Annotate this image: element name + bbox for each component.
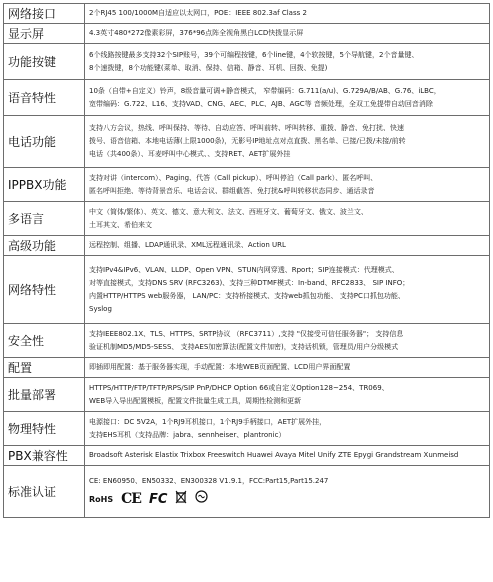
spec-label: 配置 [4, 358, 85, 378]
spec-row [4, 378, 490, 412]
spec-label: 物理特性 [4, 412, 85, 446]
spec-label: 电话功能 [4, 116, 85, 168]
spec-value [85, 466, 490, 518]
spec-value [85, 378, 490, 412]
spec-row [4, 358, 490, 378]
rohs-logo: RoHS [89, 494, 114, 504]
spec-value [85, 202, 490, 236]
spec-row [4, 446, 490, 466]
spec-value [85, 256, 490, 324]
spec-value-line: 拨号、语音信箱、本地电话薄(上限1000条)，无影号IP地址点对点直拨、黑名单、已接/已拨/未接/前转 [89, 137, 406, 145]
spec-value [85, 446, 490, 466]
spec-value [85, 24, 490, 44]
spec-label: IPPBX功能 [4, 168, 85, 202]
spec-label: 网络接口 [4, 4, 85, 24]
spec-value-line: 内置HTTP/HTTPS web服务器， LAN/PC：支持桥接模式、支持web抓包功能、 支持PC口抓包功能、 [89, 291, 405, 300]
spec-value-line: CE: EN60950、EN50332、EN300328 V1.9.1，FCC:Part15,Part15.247 [89, 476, 329, 485]
spec-value [85, 44, 490, 80]
certification-logos [89, 490, 485, 509]
spec-label: 标准认证 [4, 466, 85, 518]
spec-label: PBX兼容性 [4, 446, 85, 466]
spec-value [85, 358, 490, 378]
spec-label: 网络特性 [4, 256, 85, 324]
spec-value-line: 土耳其文、希伯来文 [89, 220, 152, 229]
spec-row [4, 80, 490, 116]
spec-label: 安全性 [4, 324, 85, 358]
spec-value-line: 支持对讲（intercom）、Paging、代答（Call pickup）、呼叫停泊（Call park）、匿名呼叫、 [89, 173, 378, 182]
spec-label: 高级功能 [4, 236, 85, 256]
spec-value [85, 116, 490, 168]
spec-table-body [4, 4, 490, 518]
spec-table [3, 3, 490, 518]
spec-value-line: 中文（简体/繁体）、英文、德文、意大利文、法文、西班牙文、葡萄牙文、俄文、波兰文、 [89, 207, 368, 216]
spec-value-line: 8个速拨键，8个功能键(菜单、取消、保持、信箱、静音、耳机、回拨、免提) [89, 63, 328, 72]
weee-bin-icon [175, 490, 187, 509]
spec-value [85, 236, 490, 256]
spec-value-line: 远程控制、组播、LDAP通讯录、XML远程通讯录、Action URL [89, 241, 286, 249]
spec-value-line: 支持IPv4&IPv6、VLAN、LLDP、Open VPN、STUN内网穿透、Rport；SIP连接模式：代理模式、 [89, 265, 399, 274]
spec-value-line: 4.3英寸480*272像素彩屏，376*96点阵全视角黑白LCD快拨显示屏 [89, 29, 304, 37]
spec-value-line: WEB导入导出配置模板，配置文件批量生成工具，周期性检测和更新 [89, 396, 302, 405]
spec-value-line: 匿名呼叫拒绝、等待背景音乐、电话会议、群组截答、免打扰&呼叫转移状态同步、通话录音 [89, 186, 375, 195]
spec-row [4, 324, 490, 358]
spec-row [4, 44, 490, 80]
spec-value-line: HTTPS/HTTP/FTP/TFTP/RPS/SIP PnP/DHCP Option 66或自定义Option128~254、TR069、 [89, 383, 389, 392]
fcc-logo: FC [148, 491, 168, 507]
spec-value-line: 10条（自带+自定义）铃声，8级音量可调+静音模式， 窄带编码：G.711(a/u)、G.729A/B/AB、G.76、iLBC， [89, 86, 441, 95]
spec-value-line: 即插即用配置：基于服务器实现，手动配置：本地WEB页面配置、LCD用户界面配置 [89, 363, 351, 371]
spec-row [4, 466, 490, 518]
ce-mark-logo: CE [121, 490, 141, 507]
spec-row [4, 4, 490, 24]
spec-value-line: Broadsoft Asterisk Elastix Trixbox Freeswitch Huawei Avaya Mitel Unify ZTE Epygi Grandstream Xunmeisd [89, 451, 459, 459]
spec-value-line: 电话（共400条）、耳麦呼叫中心模式、、支持RET、AET扩展外挂 [89, 150, 291, 158]
spec-value [85, 412, 490, 446]
spec-value-line: 验证机制MD5/MD5-SESS、 支持AES加密算法(配置文件加密)，支持话机锁，管理员/用户分级模式 [89, 342, 399, 351]
spec-value [85, 324, 490, 358]
spec-row [4, 116, 490, 168]
spec-label: 批量部署 [4, 378, 85, 412]
spec-value-line: Syslog [89, 304, 112, 313]
spec-value-line: 6个线路按键最多支持32个SIP账号，39个可编程按键，6个line键，4个软按键，5个导航键，2个音量键、 [89, 50, 419, 59]
spec-label: 多语言 [4, 202, 85, 236]
spec-value-line: 2个RJ45 100/1000M自适应以太网口，POE：IEEE 802.3af Class 2 [89, 9, 307, 17]
spec-value-line: 电源接口：DC 5V2A，1个RJ9耳机接口，1个RJ9手柄接口，AET扩展外挂， [89, 417, 327, 426]
spec-value [85, 4, 490, 24]
spec-label: 功能按键 [4, 44, 85, 80]
spec-row [4, 412, 490, 446]
spec-value-line: 对等直接模式，支持DNS SRV (RFC3263)、支持三种DTMF模式：In-band、RFC2833、 SIP INFO； [89, 278, 410, 287]
spec-row [4, 236, 490, 256]
compliance-circle-icon [195, 490, 208, 508]
spec-label: 显示屏 [4, 24, 85, 44]
spec-value-line: 支持EHS耳机（支持品牌：jabra、sennheiser、plantronic） [89, 430, 286, 439]
spec-row [4, 24, 490, 44]
spec-value [85, 80, 490, 116]
spec-value [85, 168, 490, 202]
spec-label: 语音特性 [4, 80, 85, 116]
spec-row [4, 168, 490, 202]
spec-value-line: 支持IEEE802.1X、TLS、HTTPS、SRTP协议 （RFC3711）,支持 "仅接受可信任服务器"； 支持信息 [89, 329, 404, 338]
spec-value-line: 宽带编码：G.722、L16、支持VAD、CNG、AEC、PLC、AJB、AGC等 音频处理，全双工免提带自动回音消除 [89, 99, 433, 108]
spec-row [4, 202, 490, 236]
spec-row [4, 256, 490, 324]
spec-value-line: 支持八方会议，热线、呼叫保持、等待、自动应答、呼叫前转、呼叫转移、重拨、静音、免打扰、快速 [89, 124, 404, 132]
